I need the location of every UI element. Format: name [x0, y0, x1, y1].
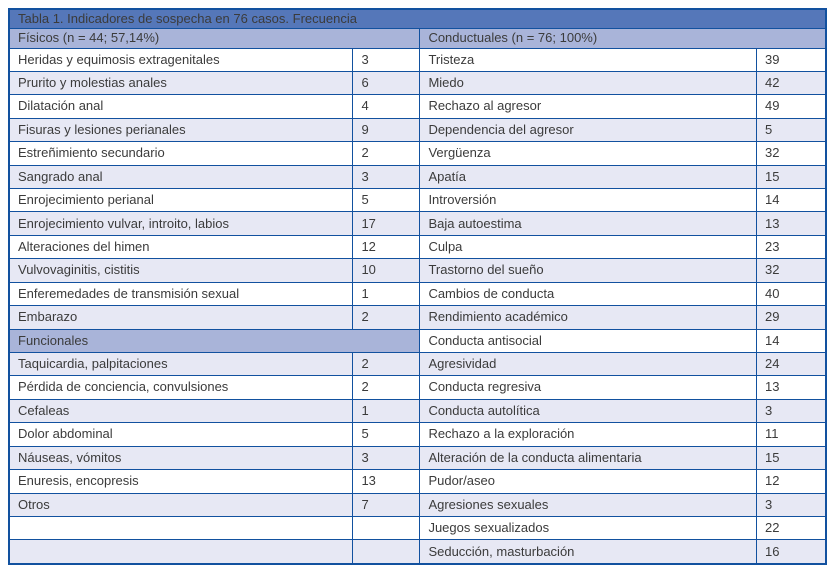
- frequency-value-cell: 23: [757, 235, 826, 258]
- section-header-funcionales: Funcionales: [9, 329, 420, 352]
- empty-cell: [353, 516, 420, 539]
- frequency-value-cell: 3: [757, 493, 826, 516]
- frequency-value-cell: 10: [353, 259, 420, 282]
- indicator-label-cell: Agresividad: [420, 352, 757, 375]
- indicator-label-cell: Vulvovaginitis, cistitis: [9, 259, 353, 282]
- frequency-value-cell: 11: [757, 423, 826, 446]
- indicator-label-cell: Cambios de conducta: [420, 282, 757, 305]
- indicator-label-cell: Fisuras y lesiones perianales: [9, 118, 353, 141]
- indicator-label-cell: Dependencia del agresor: [420, 118, 757, 141]
- frequency-value-cell: 3: [353, 165, 420, 188]
- indicators-table: [8, 8, 827, 565]
- indicator-label-cell: Sangrado anal: [9, 165, 353, 188]
- frequency-value-cell: 5: [353, 189, 420, 212]
- frequency-value-cell: 15: [757, 446, 826, 469]
- table-row: [9, 189, 826, 212]
- frequency-value-cell: 2: [353, 352, 420, 375]
- indicator-label-cell: Enuresis, encopresis: [9, 470, 353, 493]
- indicator-label-cell: Apatía: [420, 165, 757, 188]
- indicator-label-cell: Alteraciones del himen: [9, 235, 353, 258]
- frequency-value-cell: 42: [757, 71, 826, 94]
- table-row: [9, 493, 826, 516]
- indicator-label-cell: Dilatación anal: [9, 95, 353, 118]
- table-row: [9, 71, 826, 94]
- table-row: [9, 352, 826, 375]
- indicator-label-cell: Alteración de la conducta alimentaria: [420, 446, 757, 469]
- empty-cell: [353, 540, 420, 564]
- indicator-label-cell: Taquicardia, palpitaciones: [9, 352, 353, 375]
- table-title: Tabla 1. Indicadores de sospecha en 76 casos. Frecuencia: [9, 9, 826, 29]
- frequency-value-cell: 1: [353, 282, 420, 305]
- indicator-label-cell: Prurito y molestias anales: [9, 71, 353, 94]
- indicator-label-cell: Rechazo al agresor: [420, 95, 757, 118]
- frequency-value-cell: 4: [353, 95, 420, 118]
- table-row: [9, 142, 826, 165]
- indicator-label-cell: Otros: [9, 493, 353, 516]
- frequency-value-cell: 2: [353, 376, 420, 399]
- frequency-value-cell: 2: [353, 142, 420, 165]
- frequency-value-cell: 3: [353, 446, 420, 469]
- empty-cell: [9, 540, 353, 564]
- frequency-value-cell: 13: [757, 212, 826, 235]
- frequency-value-cell: 15: [757, 165, 826, 188]
- frequency-value-cell: 5: [353, 423, 420, 446]
- indicator-label-cell: Tristeza: [420, 48, 757, 71]
- frequency-value-cell: 13: [757, 376, 826, 399]
- frequency-value-cell: 16: [757, 540, 826, 564]
- indicator-label-cell: Enrojecimiento vulvar, introito, labios: [9, 212, 353, 235]
- table-row: [9, 95, 826, 118]
- indicator-label-cell: Enferemedades de transmisión sexual: [9, 282, 353, 305]
- indicator-label-cell: Enrojecimiento perianal: [9, 189, 353, 212]
- indicator-label-cell: Seducción, masturbación: [420, 540, 757, 564]
- table-row: [9, 212, 826, 235]
- indicator-label-cell: Rendimiento académico: [420, 306, 757, 329]
- indicator-label-cell: Juegos sexualizados: [420, 516, 757, 539]
- frequency-value-cell: 40: [757, 282, 826, 305]
- column-header-conductuales: Conductuales (n = 76; 100%): [420, 29, 826, 48]
- indicator-label-cell: Estreñimiento secundario: [9, 142, 353, 165]
- indicator-label-cell: Heridas y equimosis extragenitales: [9, 48, 353, 71]
- table-row: [9, 306, 826, 329]
- indicator-label-cell: Agresiones sexuales: [420, 493, 757, 516]
- frequency-value-cell: 14: [757, 329, 826, 352]
- frequency-value-cell: 22: [757, 516, 826, 539]
- indicator-label-cell: Baja autoestima: [420, 212, 757, 235]
- empty-cell: [9, 516, 353, 539]
- indicator-label-cell: Culpa: [420, 235, 757, 258]
- frequency-value-cell: 24: [757, 352, 826, 375]
- frequency-value-cell: 17: [353, 212, 420, 235]
- table-row: [9, 235, 826, 258]
- frequency-value-cell: 29: [757, 306, 826, 329]
- indicator-label-cell: Cefaleas: [9, 399, 353, 422]
- frequency-value-cell: 6: [353, 71, 420, 94]
- frequency-value-cell: 12: [757, 470, 826, 493]
- frequency-value-cell: 32: [757, 259, 826, 282]
- table-row: [9, 446, 826, 469]
- table-row: [9, 282, 826, 305]
- indicator-label-cell: Náuseas, vómitos: [9, 446, 353, 469]
- frequency-value-cell: 32: [757, 142, 826, 165]
- table-row: [9, 423, 826, 446]
- indicator-label-cell: Pérdida de conciencia, convulsiones: [9, 376, 353, 399]
- frequency-value-cell: 3: [353, 48, 420, 71]
- indicator-label-cell: Miedo: [420, 71, 757, 94]
- indicator-label-cell: Dolor abdominal: [9, 423, 353, 446]
- indicator-label-cell: Conducta regresiva: [420, 376, 757, 399]
- frequency-value-cell: 3: [757, 399, 826, 422]
- frequency-value-cell: 2: [353, 306, 420, 329]
- table-row: [9, 399, 826, 422]
- indicator-label-cell: Vergüenza: [420, 142, 757, 165]
- indicator-label-cell: Pudor/aseo: [420, 470, 757, 493]
- table-row: [9, 470, 826, 493]
- table-body: [9, 48, 826, 564]
- table-title-row: [9, 9, 826, 29]
- frequency-value-cell: 14: [757, 189, 826, 212]
- table-row: [9, 329, 826, 352]
- indicator-label-cell: Embarazo: [9, 306, 353, 329]
- column-headers-row: [9, 29, 826, 48]
- frequency-value-cell: 12: [353, 235, 420, 258]
- indicator-label-cell: Trastorno del sueño: [420, 259, 757, 282]
- indicator-label-cell: Rechazo a la exploración: [420, 423, 757, 446]
- indicator-label-cell: Introversión: [420, 189, 757, 212]
- frequency-value-cell: 39: [757, 48, 826, 71]
- table-row: [9, 118, 826, 141]
- table-row: [9, 165, 826, 188]
- table-row: [9, 516, 826, 539]
- table-row: [9, 259, 826, 282]
- frequency-value-cell: 9: [353, 118, 420, 141]
- frequency-value-cell: 7: [353, 493, 420, 516]
- table-row: [9, 540, 826, 564]
- column-header-fisicos: Físicos (n = 44; 57,14%): [9, 29, 420, 48]
- frequency-value-cell: 49: [757, 95, 826, 118]
- indicator-label-cell: Conducta antisocial: [420, 329, 757, 352]
- table-row: [9, 376, 826, 399]
- frequency-value-cell: 5: [757, 118, 826, 141]
- indicator-label-cell: Conducta autolítica: [420, 399, 757, 422]
- table-row: [9, 48, 826, 71]
- frequency-value-cell: 13: [353, 470, 420, 493]
- frequency-value-cell: 1: [353, 399, 420, 422]
